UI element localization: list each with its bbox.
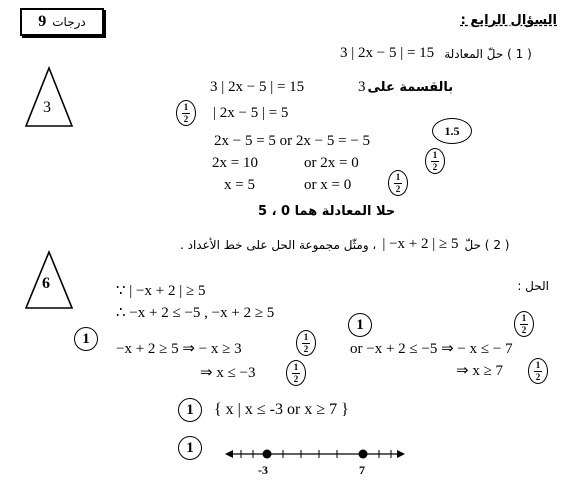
mark-1-5: 1.5 <box>432 118 472 144</box>
part2-prompt-post: ، ومثّل مجموعة الحل على خط الأعداد . <box>180 237 377 252</box>
number-line-label-right: 7 <box>359 463 365 477</box>
part1-prompt-label: ( 1 ) حلّ المعادلة <box>444 46 532 61</box>
number-line-point-left <box>263 450 272 459</box>
triangle-mark-part1 <box>24 66 74 128</box>
half-mark-7: $\frac{1}{2}$ <box>528 358 548 384</box>
half-mark-4: $\frac{1}{2}$ <box>296 330 316 356</box>
score-number: 9 <box>38 13 47 30</box>
half-mark-1: $\frac{1}{2}$ <box>176 100 196 126</box>
triangle-mark-part2-text: 6 <box>42 275 50 292</box>
part1-step4a: 2x = 10 <box>212 155 258 171</box>
part1-step5b: or x = 0 <box>304 177 352 193</box>
number-line-point-right <box>359 450 368 459</box>
mark-one-2: 1 <box>348 313 372 337</box>
number-line-label-left: -3 <box>258 463 268 477</box>
half-mark-2: $\frac{1}{2}$ <box>425 148 445 174</box>
part1-step1-note <box>358 80 453 95</box>
mark-one-1: 1 <box>74 327 98 351</box>
triangle-mark-part1-text: 3 <box>43 99 51 116</box>
part2-solution-set: { x | x ≤ -3 or x ≥ 7 } <box>214 401 349 418</box>
part2-line3r: or −x + 2 ≤ −5 ⇒ − x ≤ − 7 <box>350 341 513 357</box>
question-title: السؤال الرابع : <box>460 13 557 28</box>
part1-step5a: x = 5 <box>224 177 255 193</box>
part1-conclusion: حلا المعادلة هما 0 ، 5 <box>258 204 396 219</box>
part2-line3: −x + 2 ≥ 5 ⇒ − x ≥ 3 <box>116 341 242 357</box>
part1-step1-note-num: 3 <box>358 79 366 95</box>
part2-line4: ⇒ x ≤ −3 <box>200 365 256 381</box>
part2-solution-label: الحل : <box>517 279 549 293</box>
score-box <box>20 8 104 36</box>
score-label: درجات <box>52 15 86 29</box>
part1-prompt <box>340 46 532 61</box>
mark-one-4: 1 <box>178 436 202 460</box>
part1-prompt-math: 3 | 2x − 5 | = 15 <box>340 45 435 61</box>
part2-line2: ∴ −x + 2 ≤ −5 , −x + 2 ≥ 5 <box>116 305 275 321</box>
part2-prompt-pre: ( 2 ) حلّ <box>464 237 510 252</box>
part2-prompt <box>180 237 509 252</box>
part2-prompt-math: | −x + 2 | ≥ 5 <box>382 236 459 252</box>
part1-step1: 3 | 2x − 5 | = 15 <box>210 79 305 95</box>
number-line <box>225 444 405 464</box>
half-mark-3: $\frac{1}{2}$ <box>388 170 408 196</box>
part1-step3: 2x − 5 = 5 or 2x − 5 = − 5 <box>214 133 371 149</box>
part1-step2: | 2x − 5 | = 5 <box>213 105 289 121</box>
half-mark-6: $\frac{1}{2}$ <box>514 311 534 337</box>
half-mark-5: $\frac{1}{2}$ <box>286 360 306 386</box>
part2-line1: ∵ | −x + 2 | ≥ 5 <box>116 283 206 299</box>
part2-line4r: ⇒ x ≥ 7 <box>456 363 504 379</box>
part1-step4b: or 2x = 0 <box>304 155 359 171</box>
mark-one-3: 1 <box>178 398 202 422</box>
part1-step1-note-text: بالقسمة على <box>367 80 454 95</box>
